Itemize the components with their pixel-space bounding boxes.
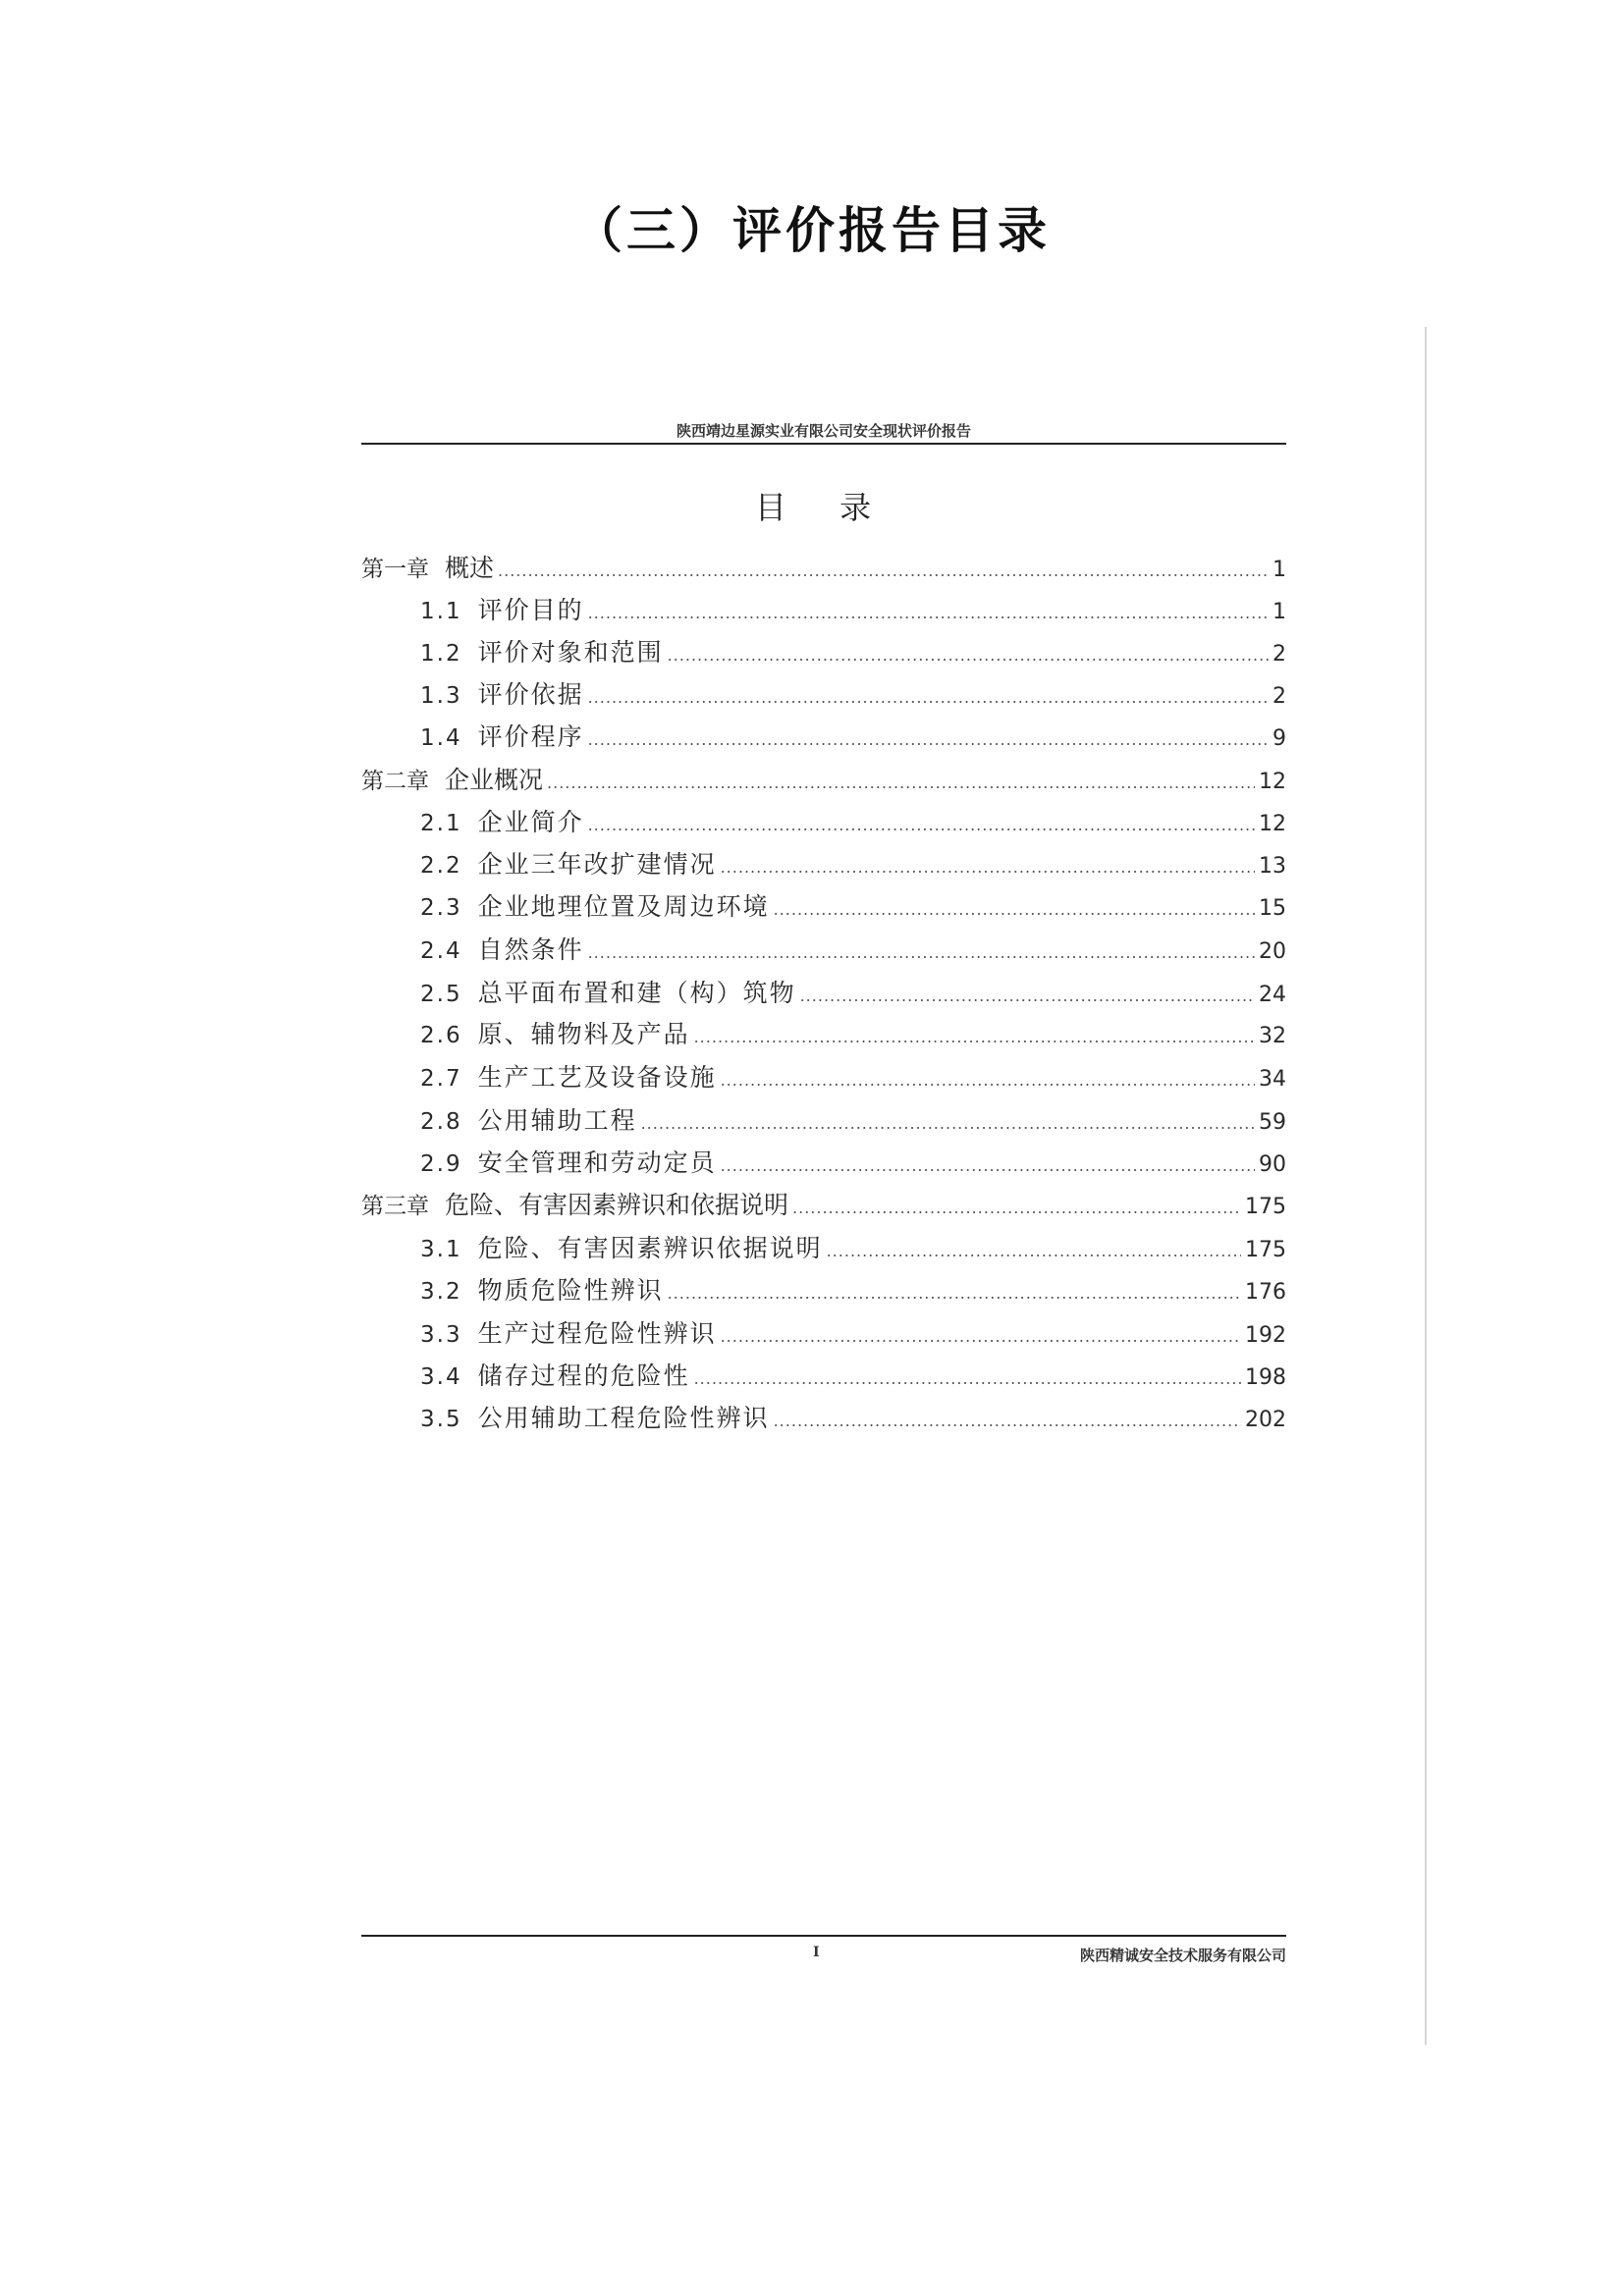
toc-entry-label: 概述 (445, 554, 495, 582)
toc-entry-label: 评价对象和范围 (477, 638, 664, 667)
toc-leader-dots (721, 1064, 1255, 1097)
toc-leader-dots (800, 980, 1255, 1013)
toc-entry-page: 175 (1245, 1238, 1286, 1262)
toc-entry (420, 848, 1286, 884)
toc-entry-number: 第一章 (361, 557, 429, 582)
toc-leader-dots (694, 1021, 1255, 1054)
toc-leader-dots (792, 1192, 1241, 1225)
toc-entry-label: 公用辅助工程 (477, 1106, 637, 1135)
toc-leader-dots (588, 936, 1255, 970)
toc-leader-dots (588, 597, 1269, 630)
toc-entry-label: 物质危险性辨识 (477, 1276, 664, 1305)
toc-leader-dots (498, 555, 1269, 588)
toc-entry-label: 评价程序 (477, 722, 584, 751)
toc-entry (420, 594, 1286, 630)
toc-entry-label: 评价目的 (477, 596, 584, 624)
toc-entry-number: 第三章 (361, 1194, 429, 1219)
toc-entry-number: 2.9 (420, 1151, 462, 1177)
toc-entry-number: 3.3 (420, 1322, 462, 1348)
toc-entry-label: 生产过程危险性辨识 (477, 1319, 717, 1348)
toc-entry-page: 13 (1259, 854, 1286, 879)
toc-entry-page: 176 (1245, 1280, 1286, 1305)
toc-entry-label: 公用辅助工程危险性辨识 (477, 1404, 770, 1432)
toc-entry-label: 危险、有害因素辨识依据说明 (477, 1234, 823, 1262)
toc-entry-number: 2.2 (420, 853, 462, 879)
toc-entry-label: 评价依据 (477, 680, 584, 709)
toc-entry-label: 自然条件 (477, 935, 584, 964)
toc-entry-number: 2.1 (420, 811, 462, 836)
footer-page-number: I (813, 1945, 820, 1960)
toc-leader-dots (588, 723, 1269, 757)
toc-entry (420, 1274, 1286, 1310)
toc-entry (361, 552, 1286, 588)
toc-leader-dots (694, 1362, 1241, 1396)
toc-entry-number: 3.5 (420, 1407, 462, 1432)
toc-entry-label: 原、辅物料及产品 (477, 1020, 690, 1048)
toc-entry (420, 678, 1286, 715)
toc-entry (420, 1232, 1286, 1268)
toc-entry-page: 1 (1272, 558, 1286, 582)
toc-leader-dots (588, 681, 1269, 715)
toc-entry-label: 企业三年改扩建情况 (477, 850, 717, 879)
footer-company: 陕西精诚安全技术服务有限公司 (1079, 1947, 1286, 1964)
toc-entry-label: 总平面布置和建（构）筑物 (477, 979, 796, 1007)
toc-leader-dots (774, 1405, 1241, 1438)
toc-entry-page: 59 (1259, 1110, 1286, 1135)
toc-entry (361, 764, 1286, 800)
toc-entry-number: 3.4 (420, 1364, 462, 1390)
toc-leader-dots (588, 809, 1255, 842)
toc-entry-page: 175 (1245, 1195, 1286, 1219)
toc-leader-dots (668, 1277, 1241, 1310)
toc-entry (420, 1402, 1286, 1438)
toc-title: 目 录 (754, 489, 893, 526)
toc-entry (420, 934, 1286, 970)
toc-entry-label: 储存过程的危险性 (477, 1362, 690, 1390)
toc-entry-number: 1.2 (420, 641, 462, 667)
toc-entry (420, 1360, 1286, 1396)
toc-entry (361, 1189, 1286, 1225)
toc-entry-page: 2 (1272, 684, 1286, 709)
toc-entry-page: 34 (1259, 1067, 1286, 1092)
toc-entry-number: 2.5 (420, 982, 462, 1007)
footer-rule (361, 1935, 1286, 1937)
toc-entry-page: 24 (1259, 983, 1286, 1007)
report-header: 陕西靖边星源实业有限公司安全现状评价报告 (676, 422, 971, 440)
toc-entry (420, 1104, 1286, 1141)
toc-leader-dots (668, 639, 1269, 672)
toc-entry-label: 企业概况 (445, 766, 544, 794)
toc-leader-dots (774, 893, 1255, 927)
toc-entry-page: 32 (1259, 1024, 1286, 1048)
toc-entry-page: 15 (1259, 896, 1286, 921)
toc-entry-number: 2.7 (420, 1066, 462, 1092)
toc-entry (420, 1018, 1286, 1054)
toc-entry-page: 1 (1272, 600, 1286, 624)
toc-entry-page: 12 (1259, 812, 1286, 836)
scanned-toc-page (361, 412, 1286, 1963)
toc-entry (420, 1317, 1286, 1354)
toc-entry (420, 636, 1286, 672)
toc-entry-page: 192 (1245, 1323, 1286, 1348)
toc-entry (420, 806, 1286, 842)
toc-entry (420, 977, 1286, 1013)
toc-leader-dots (721, 1320, 1241, 1354)
toc-entry-page: 198 (1245, 1365, 1286, 1390)
margin-rule (1425, 327, 1427, 2045)
toc-entry-page: 2 (1272, 642, 1286, 667)
toc-entry-number: 1.1 (420, 599, 462, 624)
toc-entry (420, 1061, 1286, 1097)
toc-entry (420, 721, 1286, 757)
toc-leader-dots (641, 1107, 1255, 1141)
toc-entry-page: 20 (1259, 939, 1286, 964)
toc-leader-dots (721, 1149, 1255, 1183)
toc-entry-number: 第二章 (361, 769, 429, 794)
toc-entry-number: 1.4 (420, 725, 462, 751)
toc-entry-number: 2.8 (420, 1109, 462, 1135)
page-title: （三）评价报告目录 (573, 202, 1051, 259)
toc-entry-label: 安全管理和劳动定员 (477, 1148, 717, 1177)
toc-entry-number: 3.1 (420, 1237, 462, 1262)
toc-entry-label: 危险、有害因素辨识和依据说明 (445, 1191, 789, 1219)
toc-entry-number: 3.2 (420, 1279, 462, 1305)
header-rule (361, 443, 1286, 445)
toc-entry-number: 1.3 (420, 683, 462, 709)
toc-entry-number: 2.4 (420, 938, 462, 964)
toc-entry-label: 企业地理位置及周边环境 (477, 892, 770, 921)
toc-entry-label: 生产工艺及设备设施 (477, 1063, 717, 1092)
toc-entry (420, 1147, 1286, 1183)
toc-entry-label: 企业简介 (477, 808, 584, 836)
toc-entry (420, 890, 1286, 927)
toc-entry-number: 2.3 (420, 895, 462, 921)
toc-leader-dots (827, 1235, 1241, 1268)
toc-leader-dots (721, 851, 1255, 884)
toc-leader-dots (547, 767, 1255, 800)
toc-entry-page: 9 (1272, 726, 1286, 751)
toc-entry-page: 12 (1259, 770, 1286, 794)
toc-entry-page: 90 (1259, 1152, 1286, 1177)
toc-entry-page: 202 (1245, 1408, 1286, 1432)
toc-entry-number: 2.6 (420, 1023, 462, 1048)
